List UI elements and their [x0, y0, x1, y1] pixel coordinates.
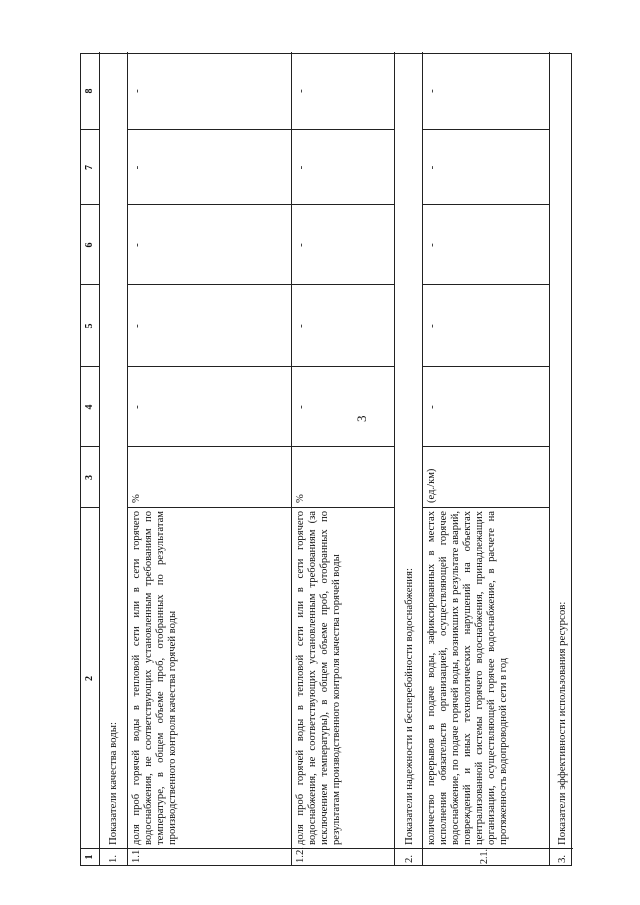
row-value: - [131, 89, 143, 93]
row-description: количество перерывов в подаче воды, зафиксированных в местах исполнения обязательств организацией, осуществляющей горячее водоснабжение, по подаче горячей воды, возникших в результате аварий, повреждений и иных технологических нарушений на объектах централизованной системы горячего водоснабжения, принадлежащих организации, осуществляющей горячее водоснабжение, в расчете на протяженность водопроводной сети в год [426, 511, 509, 845]
section-title: Показатели надежности и бесперебойности водоснабжения: [403, 567, 415, 845]
indicators-table [80, 53, 572, 866]
row-value: - [131, 243, 143, 247]
row-value: - [131, 324, 143, 328]
row-unit: % [295, 494, 306, 503]
row-number: 1.1 [131, 849, 142, 863]
row-unit: (ед./км) [426, 468, 437, 503]
column-header: 8 [84, 88, 95, 94]
column-header: 7 [84, 165, 95, 170]
row-value: - [426, 405, 438, 409]
row-value: - [426, 324, 438, 328]
section-number: 1. [107, 854, 119, 863]
row-value: - [426, 165, 438, 170]
row-unit: % [131, 494, 142, 503]
row-value: - [295, 405, 307, 409]
column-header: 2 [84, 676, 95, 681]
row-description: доля проб горячей воды в тепловой сети или в сети горячего водоснабжения, не соответствующих установленным требованиям по температуре, в общем объеме проб, отобранных по результатам производственного контроля качества горячей воды [131, 511, 178, 845]
row-value: - [131, 165, 143, 170]
section-title: Показатели качества воды: [107, 722, 119, 845]
row-description: доля проб горячей воды в тепловой сети или в сети горячего водоснабжения, не соответствующих установленным требованиям (за исключением температуры), в общем объеме проб, отобранных по результатам производственного контроля качества горячей воды [295, 511, 342, 845]
page-number: 3 [354, 415, 369, 422]
row-value: - [295, 324, 307, 328]
row-number: 1.2. [295, 847, 306, 863]
column-header: 6 [84, 242, 95, 248]
column-header: 4 [84, 404, 95, 410]
rotated-table [80, 53, 572, 866]
row-value: - [295, 89, 307, 93]
section-title: Показатели эффективности использования ресурсов: [556, 601, 568, 845]
row-value: - [131, 405, 143, 409]
section-number: 3. [556, 854, 568, 863]
row-number: 2.1. [479, 849, 490, 864]
column-header: 3 [84, 475, 95, 480]
row-value: - [295, 243, 307, 247]
column-header: 5 [84, 323, 95, 329]
row-value: - [426, 243, 438, 247]
row-value: - [426, 89, 438, 93]
section-number: 2. [403, 854, 415, 863]
row-value: - [295, 165, 307, 170]
column-header: 1 [84, 854, 95, 860]
